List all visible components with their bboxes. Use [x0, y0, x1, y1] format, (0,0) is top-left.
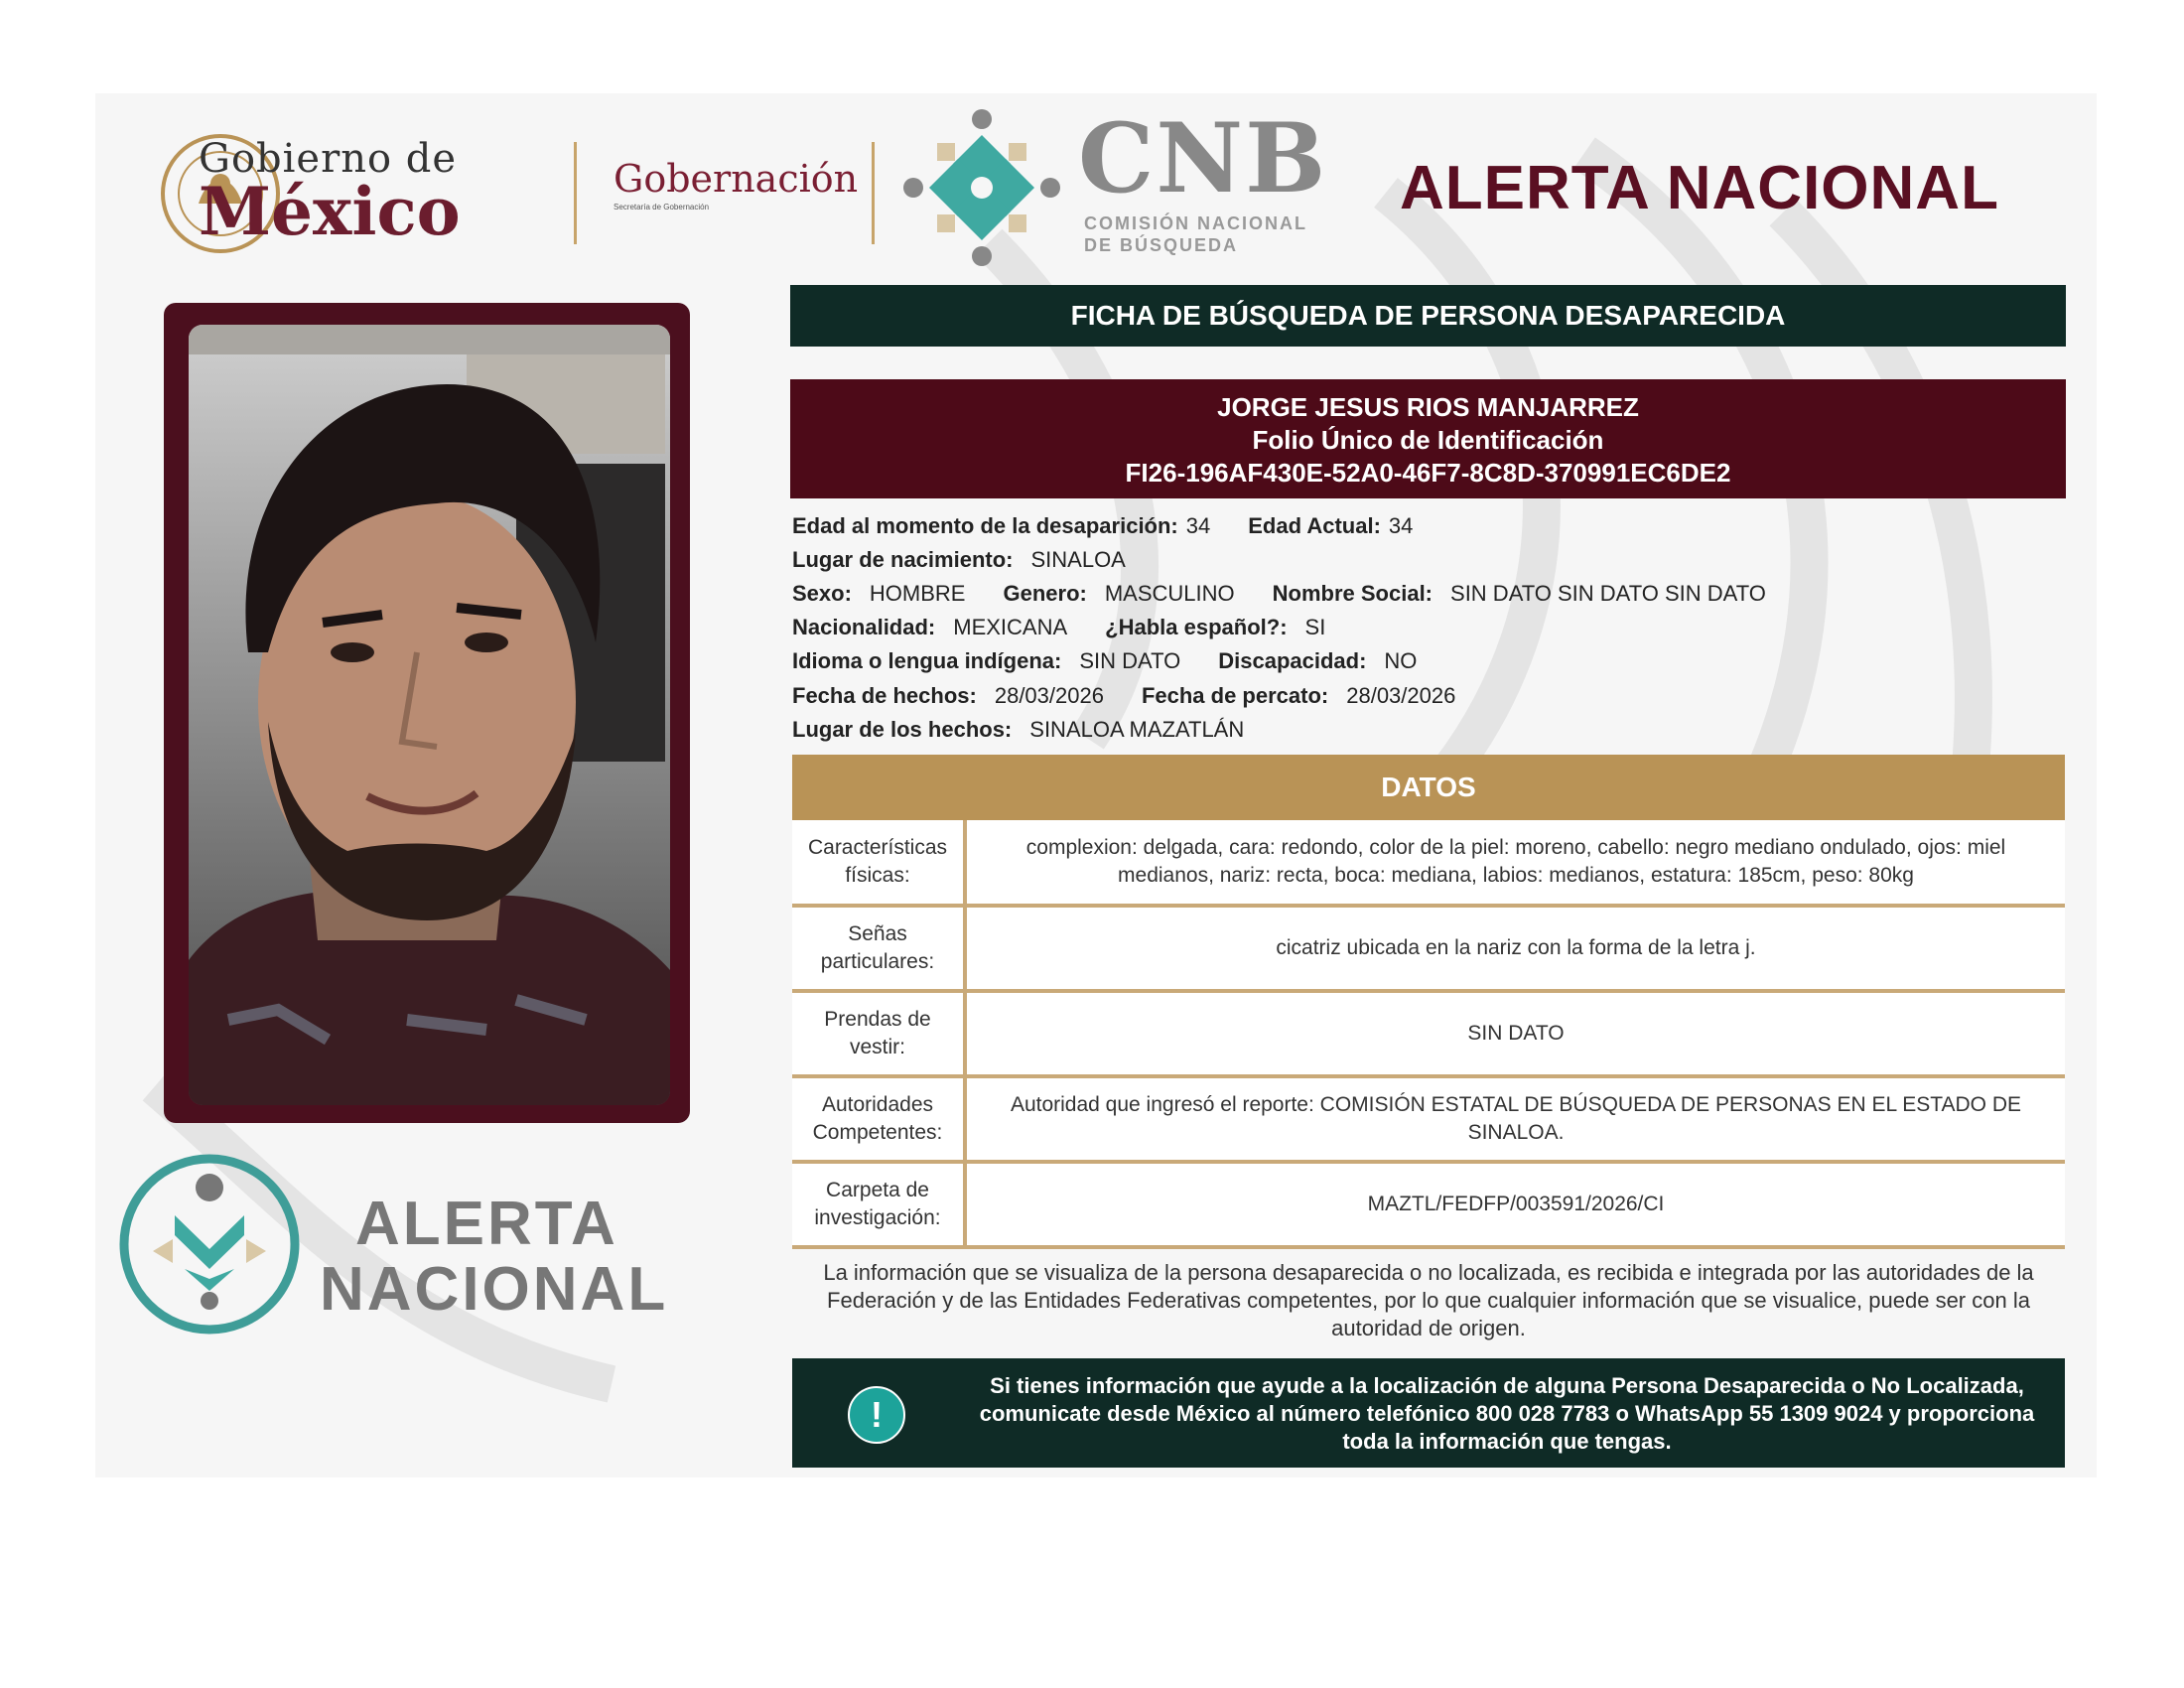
disclaimer-text: La información que se visualiza de la persona desaparecida o no localizada, es recibida e integrada por las autoridades de la Federación y de las Entidades Federativas competentes, por lo que cualquier información que se visualice, puede ser con la autoridad de origen.: [823, 1260, 2034, 1340]
ficha-title-bar: [790, 285, 2066, 347]
contact-banner: [792, 1358, 2065, 1468]
lugar-hechos-label: Lugar de los hechos:: [792, 717, 1013, 742]
nacionalidad-value: MEXICANA: [953, 615, 1068, 639]
person-photo: [189, 325, 670, 1105]
gobernacion-title: Gobernación: [614, 157, 859, 201]
info-row-edad: [792, 513, 1450, 539]
senas-label: Señas particulares:: [792, 906, 965, 991]
lugar-hechos-value: SINALOA MAZATLÁN: [1029, 717, 1245, 742]
cnb-sub-line2: DE BÚSQUEDA: [1084, 235, 1239, 255]
gobierno-de-mexico-logo: [199, 136, 461, 250]
prendas-value: SIN DATO: [965, 991, 2065, 1076]
info-row-sexo: [792, 581, 1804, 607]
nombre-social-label: Nombre Social:: [1272, 581, 1433, 606]
fecha-hechos-value: 28/03/2026: [994, 683, 1104, 708]
nacionalidad-label: Nacionalidad:: [792, 615, 936, 639]
header-divider: [574, 142, 577, 244]
edad-actual-value: 34: [1388, 513, 1414, 538]
lugar-nacimiento-value: SINALOA: [1030, 547, 1126, 572]
alerta-nacional-emblem-icon: [117, 1152, 302, 1336]
person-name: JORGE JESUS RIOS MANJARREZ: [1217, 392, 1639, 422]
datos-table: [792, 820, 2065, 1249]
datos-title-bar: [792, 755, 2065, 820]
folio-value: FI26-196AF430E-52A0-46F7-8C8D-370991EC6DE2: [1125, 458, 1731, 488]
autoridades-label: Autoridades Competentes:: [792, 1076, 965, 1162]
carpeta-value: MAZTL/FEDFP/003591/2026/CI: [965, 1162, 2065, 1247]
senas-value: cicatriz ubicada en la nariz con la forma de la letra j.: [965, 906, 2065, 991]
info-row-lugar-hechos: [792, 717, 1282, 743]
cnb-title: CNB: [1078, 102, 1328, 214]
table-row: [792, 906, 2065, 991]
table-row: [792, 820, 2065, 906]
autoridades-value: Autoridad que ingresó el reporte: COMISIÓN ESTATAL DE BÚSQUEDA DE PERSONAS EN EL ESTADO DE SINALOA.: [965, 1076, 2065, 1162]
gobierno-line1: Gobierno de: [199, 136, 458, 182]
genero-value: MASCULINO: [1104, 581, 1235, 606]
idioma-label: Idioma o lengua indígena:: [792, 648, 1062, 673]
habla-espanol-label: ¿Habla español?:: [1105, 615, 1288, 639]
fecha-percato-value: 28/03/2026: [1346, 683, 1456, 708]
caracteristicas-value: complexion: delgada, cara: redondo, color de la piel: moreno, cabello: negro mediano ondulado, ojos: miel medianos, nariz: recta, boca: mediana, labios: medianos, estatura: 185cm, peso: 80kg: [965, 820, 2065, 906]
habla-espanol-value: SI: [1304, 615, 1326, 639]
contact-text: Si tienes información que ayude a la localización de alguna Persona Desaparecida o No Localizada, comunicate desde México al número telefónico 800 028 7783 o WhatsApp 55 1309 9024 y proporciona toda la información que tengas.: [979, 1373, 2035, 1454]
gobernacion-logo: [614, 157, 858, 211]
gobierno-line2: México: [199, 173, 461, 250]
info-row-nacimiento: [792, 547, 1163, 573]
genero-label: Genero:: [1003, 581, 1087, 606]
sexo-label: Sexo:: [792, 581, 852, 606]
table-row: [792, 1076, 2065, 1162]
fecha-hechos-label: Fecha de hechos:: [792, 683, 977, 708]
person-header: [790, 379, 2066, 498]
ficha-title: FICHA DE BÚSQUEDA DE PERSONA DESAPARECIDA: [1070, 300, 1786, 331]
gobernacion-subtitle: Secretaría de Gobernación: [614, 203, 710, 211]
exclamation-icon: !: [848, 1386, 905, 1444]
alerta-nacional-title: ALERTA NACIONAL: [1400, 154, 1999, 222]
lugar-nacimiento-label: Lugar de nacimiento:: [792, 547, 1014, 572]
idioma-value: SIN DATO: [1079, 648, 1181, 673]
caracteristicas-label: Características físicas:: [792, 820, 965, 906]
edad-desaparicion-label: Edad al momento de la desaparición:: [792, 513, 1178, 538]
info-row-idioma: [792, 648, 1454, 674]
cnb-subtitle: [1084, 212, 1307, 256]
prendas-label: Prendas de vestir:: [792, 991, 965, 1076]
table-row: [792, 991, 2065, 1076]
table-row: [792, 1162, 2065, 1247]
person-photo-illustration: [189, 325, 670, 1105]
edad-actual-label: Edad Actual:: [1248, 513, 1381, 538]
datos-title: DATOS: [1381, 772, 1476, 802]
cnb-sub-line1: COMISIÓN NACIONAL: [1084, 213, 1307, 233]
nombre-social-value: SIN DATO SIN DATO SIN DATO: [1450, 581, 1766, 606]
cnb-emblem-icon: [901, 107, 1062, 268]
info-row-fechas: [792, 683, 1493, 709]
fecha-percato-label: Fecha de percato:: [1141, 683, 1329, 708]
header-divider: [872, 142, 875, 244]
folio-label: Folio Único de Identificación: [1252, 425, 1604, 455]
alerta-nacional-logo-text: [320, 1192, 668, 1323]
discapacidad-label: Discapacidad:: [1218, 648, 1367, 673]
edad-desaparicion-value: 34: [1185, 513, 1211, 538]
carpeta-label: Carpeta de investigación:: [792, 1162, 965, 1247]
info-row-nacionalidad: [792, 615, 1363, 640]
discapacidad-value: NO: [1384, 648, 1418, 673]
logo-line1: ALERTA: [355, 1190, 618, 1258]
sexo-value: HOMBRE: [869, 581, 966, 606]
logo-line2: NACIONAL: [320, 1255, 669, 1324]
